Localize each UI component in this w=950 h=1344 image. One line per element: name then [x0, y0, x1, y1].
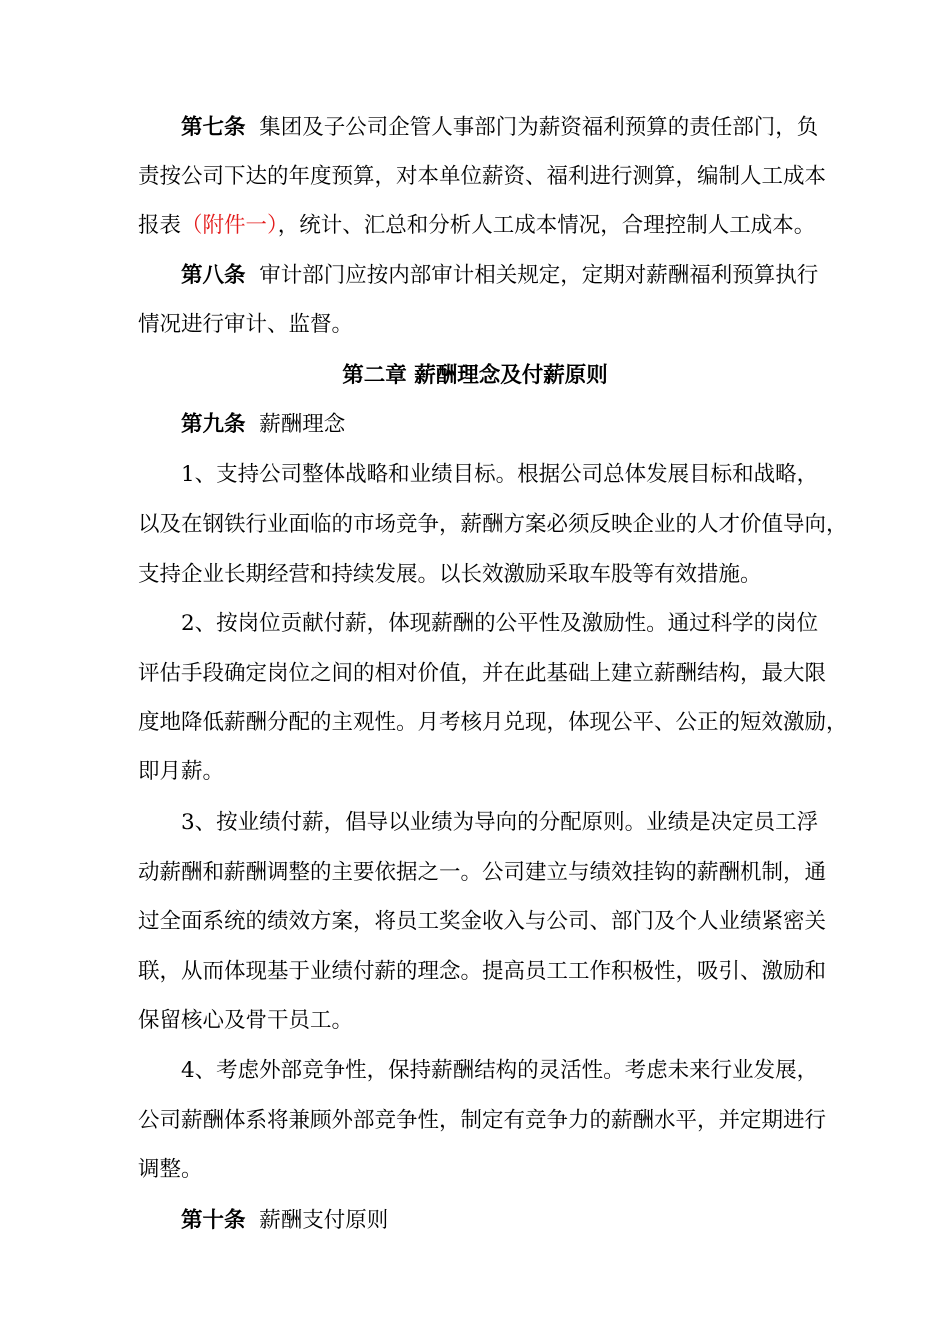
- article-7-line-3-suffix: ，统计、汇总和分析人工成本情况，合理控制人工成本。: [277, 213, 816, 238]
- item-1-line-1: 1、支持公司整体战略和业绩目标。根据公司总体发展目标和战略，: [181, 462, 819, 487]
- article-9-heading: 第九条: [181, 412, 246, 437]
- item-3-line-5: 保留核心及骨干员工。: [138, 1008, 354, 1033]
- item-3-line-2: 动薪酬和薪酬调整的主要依据之一。公司建立与绩效挂钩的薪酬机制，通: [138, 860, 827, 885]
- item-1-line-3: 支持企业长期经营和持续发展。以长效激励采取车股等有效措施。: [138, 562, 762, 587]
- article-9-line: [181, 410, 345, 440]
- article-8-line-2: 情况进行审计、监督。: [138, 312, 354, 337]
- article-10-heading: 第十条: [181, 1208, 246, 1233]
- article-7-heading: 第七条: [181, 115, 246, 140]
- article-8-line-1: [181, 261, 818, 291]
- article-7-text: 集团及子公司企管人事部门为薪资福利预算的责任部门，负: [259, 115, 819, 140]
- article-7-line-2: 责按公司下达的年度预算，对本单位薪资、福利进行测算，编制人工成本: [138, 164, 827, 189]
- item-4-line-3: 调整。: [138, 1157, 203, 1182]
- article-7-line-3: [138, 211, 815, 241]
- article-7-line-3-prefix: 报表: [138, 213, 182, 238]
- chapter-2-title: [0, 361, 950, 391]
- article-8-heading: 第八条: [181, 263, 246, 288]
- item-2-line-1: 2、按岗位贡献付薪，体现薪酬的公平性及激励性。通过科学的岗位: [181, 611, 819, 636]
- item-3-line-1: 3、按业绩付薪，倡导以业绩为导向的分配原则。业绩是决定员工浮: [181, 810, 819, 835]
- item-2-line-3: 度地降低薪酬分配的主观性。月考核月兑现，体现公平、公正的短效激励，: [138, 710, 848, 735]
- item-2-line-2: 评估手段确定岗位之间的相对价值，并在此基础上建立薪酬结构，最大限: [138, 661, 827, 686]
- item-2-line-4: 即月薪。: [138, 759, 225, 784]
- article-10-title: 薪酬支付原则: [259, 1208, 389, 1233]
- item-1-line-2: 以及在钢铁行业面临的市场竞争，薪酬方案必须反映企业的人才价值导向，: [138, 512, 848, 537]
- article-7-line-1: [181, 113, 818, 143]
- item-3-line-4: 联，从而体现基于业绩付薪的理念。提高员工工作积极性，吸引、激励和: [138, 959, 827, 984]
- chapter-2-title-text: 第二章 薪酬理念及付薪原则: [342, 363, 608, 388]
- item-4-line-2: 公司薪酬体系将兼顾外部竞争性，制定有竞争力的薪酬水平，并定期进行: [138, 1108, 827, 1133]
- attachment-reference: （附件一）: [181, 213, 278, 238]
- article-8-text: 审计部门应按内部审计相关规定，定期对薪酬福利预算执行: [259, 263, 819, 288]
- item-4-line-1: 4、考虑外部竞争性，保持薪酬结构的灵活性。考虑未来行业发展，: [181, 1058, 819, 1083]
- article-10-line: [181, 1206, 388, 1236]
- article-9-title: 薪酬理念: [259, 412, 346, 437]
- item-3-line-3: 过全面系统的绩效方案，将员工奖金收入与公司、部门及个人业绩紧密关: [138, 909, 827, 934]
